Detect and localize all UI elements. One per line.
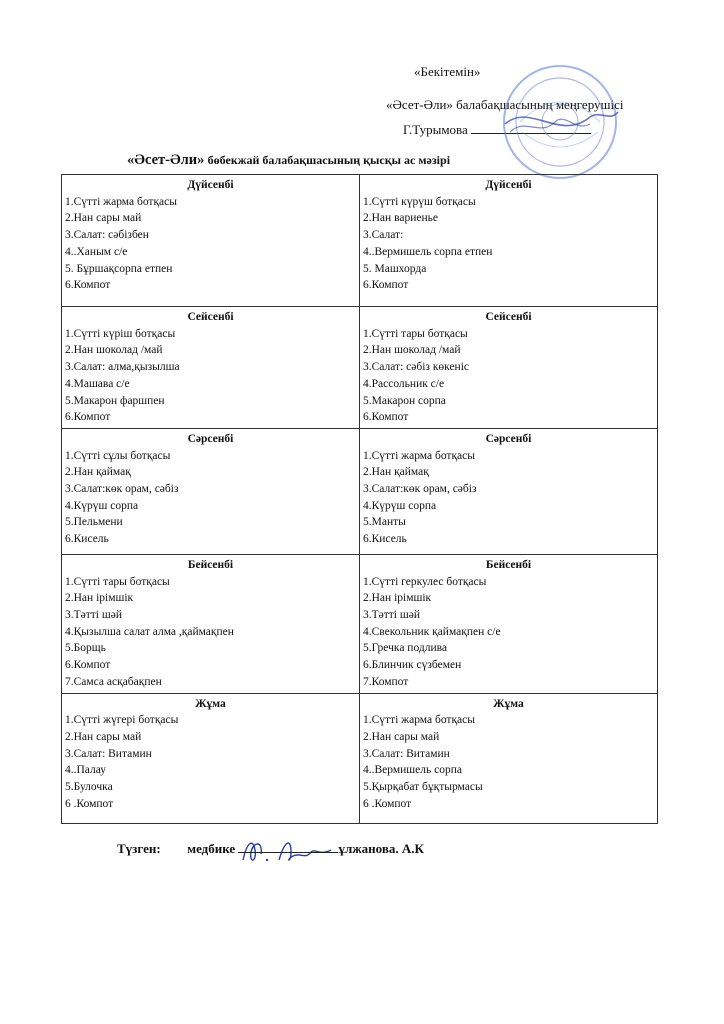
menu-item: 5.Макарон сорпа [363,394,446,407]
menu-item: 6.Блинчик сүзбемен [363,659,462,672]
menu-cell [62,307,360,429]
menu-item: 1.Сүтті жарма ботқасы [363,449,475,462]
menu-item: 5. Бұршақсорпа етпен [65,262,173,275]
day-heading: Сейсенбі [485,311,532,323]
day-heading: Сәрсенбі [485,432,532,445]
day-heading: Жұма [493,697,524,710]
menu-item: 6.Компот [65,659,111,672]
menu-item: 4.Қызылша салат алма ,қаймақпен [65,625,234,638]
footer-signature-line [238,852,338,853]
menu-cell [360,428,658,554]
table-row [62,554,658,693]
menu-item: 4..Вермишель сорпа етпен [363,245,493,258]
menu-item: 2.Нан вариенье [363,212,438,225]
menu-item: 7.Компот [363,675,409,688]
footer-name: ұлжанова. А.К [338,841,424,856]
menu-cell [62,175,360,307]
menu-item: 2.Нан сары май [363,730,440,743]
menu-item: 1.Сүтті күріш ботқасы [65,327,176,340]
menu-item: 4.Күрүш сорпа [363,499,437,512]
menu-item: 6.Компот [65,279,111,292]
menu-item: 3.Тәтті шәй [65,609,122,622]
menu-cell [360,307,658,429]
menu-item: 2.Нан ірімшік [65,592,134,605]
menu-item: 5.Пельмени [65,516,123,529]
menu-item: 3.Салат: [363,229,404,242]
menu-item: 3.Салат: Витамин [363,747,450,760]
menu-item: 5.Гречка подлива [363,642,447,655]
menu-item: 2.Нан сары май [65,730,142,743]
day-heading: Сәрсенбі [187,432,234,445]
menu-item: 6.Кисель [65,533,109,546]
day-heading: Бейсенбі [485,558,532,571]
table-row [62,693,658,823]
menu-item: 2.Нан қаймақ [363,466,429,479]
menu-item: 5. Машхорда [363,262,427,275]
table-row [62,175,658,307]
menu-cell [360,693,658,823]
menu-item: 4..Ханым с/е [65,245,128,258]
menu-table [61,174,658,824]
day-heading: Бейсенбі [187,558,234,571]
menu-item: 3.Салат: алма,қызылша [65,361,180,374]
menu-item: 1.Сүтті геркулес ботқасы [363,575,487,588]
menu-item: 1.Сүтті жарма ботқасы [65,195,177,208]
menu-item: 4.Күрүш сорпа [65,499,139,512]
day-heading: Дүйсенбі [485,179,532,191]
approval-line-1: «Бекітемін» [414,64,481,79]
menu-item: 3.Салат:көк орам, сәбіз [65,483,179,496]
menu-item: 3.Салат: сәбіз көкеніс [363,361,470,374]
menu-item: 4..Вермишель сорпа [363,764,462,777]
menu-item: 5.Борщь [65,642,106,655]
menu-cell [62,554,360,693]
menu-item: 4.Рассольник с/е [363,377,445,390]
official-stamp [500,62,620,182]
menu-item: 4..Палау [65,764,107,777]
menu-item: 1.Сүтті жүгері ботқасы [65,714,179,727]
menu-item: 6.Компот [65,411,111,424]
menu-item: 4.Машава с/е [65,377,130,390]
menu-cell [62,693,360,823]
table-row [62,307,658,429]
menu-item: 5.Булочка [65,781,113,794]
menu-item: 2.Нан шоколад /май [65,344,163,357]
menu-item: 6 .Компот [363,797,412,810]
menu-item: 1.Сүтті күрүш ботқасы [363,195,476,208]
footer-role: медбике [187,841,236,856]
menu-item: 3.Тәтті шәй [363,609,420,622]
kindergarten-name: «Әсет-Әли» [127,152,205,168]
table-row [62,428,658,554]
menu-item: 2.Нан ірімшік [363,592,432,605]
menu-item: 7.Самса асқабақпен [65,675,162,688]
day-heading: Дүйсенбі [187,179,234,191]
director-name: Г.Турымова [403,122,468,137]
menu-item: 3.Салат: сәбізбен [65,229,149,242]
compiled-by [117,841,424,857]
approval-line-2: «Әсет-Әли» балабақшасының меңгерушісі [386,97,624,112]
menu-item: 2.Нан шоколад /май [363,344,461,357]
menu-item: 1.Сүтті тары ботқасы [363,327,468,340]
menu-item: 6 .Компот [65,797,114,810]
menu-item: 5.Қырқабат бұқтырмасы [363,781,483,794]
menu-cell [360,554,658,693]
menu-item: 1.Сүтті сұлы ботқасы [65,449,171,462]
menu-item: 6.Кисель [363,533,407,546]
menu-item: 3.Салат: Витамин [65,747,152,760]
menu-item: 6.Компот [363,279,409,292]
menu-item: 5.Манты [363,516,406,529]
menu-item: 3.Салат:көк орам, сәбіз [363,483,477,496]
menu-cell [360,175,658,307]
footer-label: Түзген: [117,841,161,856]
menu-item: 2.Нан сары май [65,212,142,225]
page-title [127,152,450,169]
menu-item: 4.Свекольник қаймақпен с/е [363,625,501,638]
menu-item: 5.Макарон фаршпен [65,394,165,407]
menu-item: 2.Нан қаймақ [65,466,131,479]
menu-item: 6.Компот [363,411,409,424]
menu-item: 1.Сүтті жарма ботқасы [363,714,475,727]
day-heading: Жұма [195,697,226,710]
title-text: бөбекжай балабақшасының қысқы ас мәзірі [207,153,451,167]
menu-cell [62,428,360,554]
menu-item: 1.Сүтті тары ботқасы [65,575,170,588]
day-heading: Сейсенбі [187,311,234,323]
